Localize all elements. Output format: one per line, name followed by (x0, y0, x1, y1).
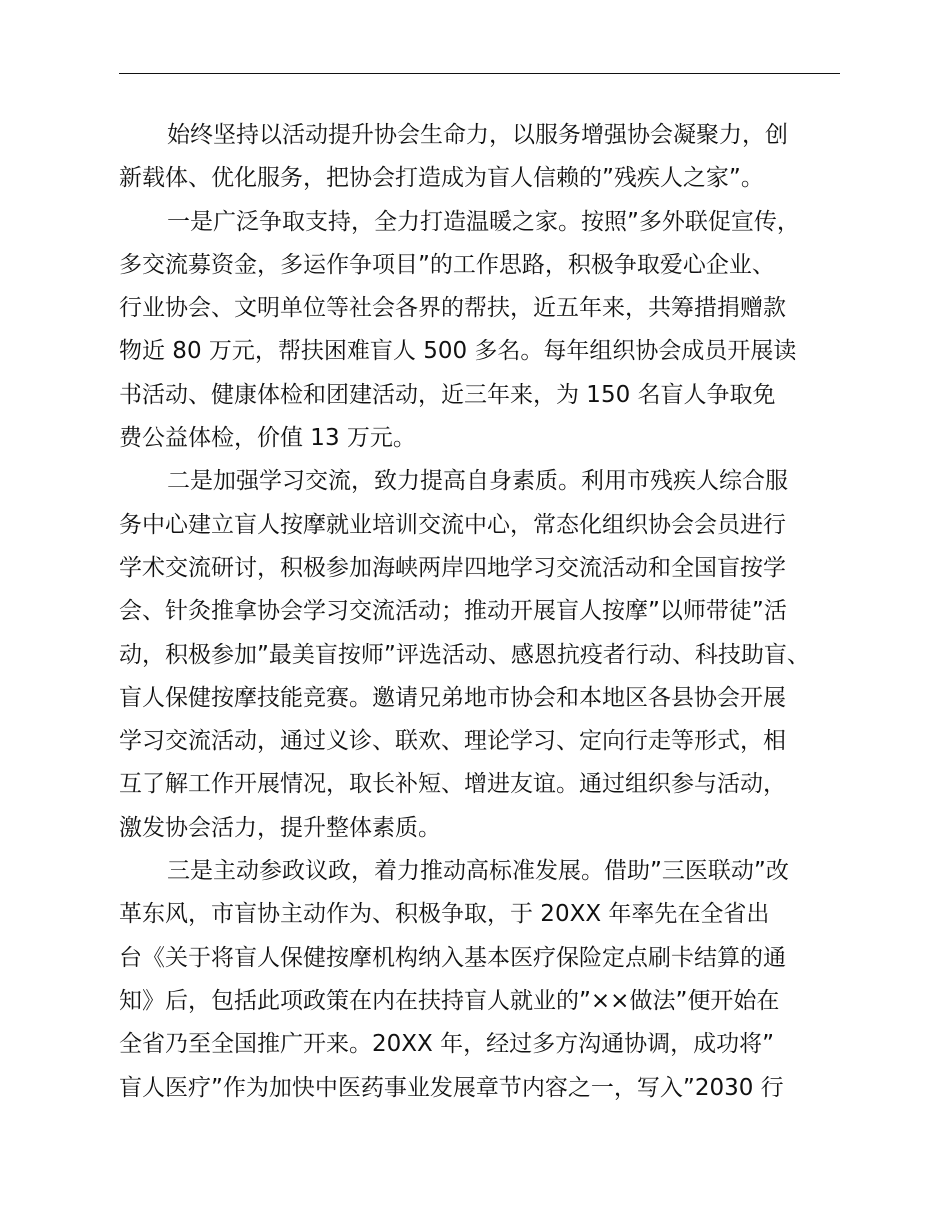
text-line: 书活动、健康体检和团建活动，近三年来，为 150 名盲人争取免 (119, 381, 776, 408)
text-line: 知》后，包括此项政策在内在扶持盲人就业的”××做法”便开始在 (119, 987, 780, 1014)
text-line: 激发协会活力，提升整体素质。 (119, 814, 441, 841)
text-line: 三是主动参政议政，着力推动高标准发展。借助”三医联动”改 (167, 858, 789, 885)
text-line: 费公益体检，价值 13 万元。 (119, 425, 416, 452)
text-line: 一是广泛争取支持，全力打造温暖之家。按照”多外联促宣传， (167, 208, 800, 235)
text-line: 学习交流活动，通过义诊、联欢、理论学习、定向行走等形式，相 (119, 728, 786, 755)
text-line: 新载体、优化服务，把协会打造成为盲人信赖的”残疾人之家”。 (119, 165, 764, 192)
text-line: 全省乃至全国推广开来。20XX 年，经过多方沟通协调，成功将” (119, 1031, 775, 1058)
text-line: 动，积极参加”最美盲按师”评选活动、感恩抗疫者行动、科技助盲、 (119, 641, 810, 668)
text-line: 会、针灸推拿协会学习交流活动；推动开展盲人按摩”以师带徒”活 (119, 598, 787, 625)
text-line: 物近 80 万元，帮扶困难盲人 500 多名。每年组织协会成员开展读 (119, 338, 797, 365)
text-line: 行业协会、文明单位等社会各界的帮扶，近五年来，共筹措捐赠款 (119, 295, 786, 322)
text-line: 台《关于将盲人保健按摩机构纳入基本医疗保险定点刷卡结算的通 (119, 944, 786, 971)
text-line: 务中心建立盲人按摩就业培训交流中心，常态化组织协会会员进行 (119, 511, 786, 538)
text-line: 盲人医疗”作为加快中医药事业发展章节内容之一，写入”2030 行 (119, 1074, 784, 1101)
text-line: 革东风，市盲协主动作为、积极争取，于 20XX 年率先在全省出 (119, 901, 770, 928)
text-line: 盲人保健按摩技能竞赛。邀请兄弟地市协会和本地区各县协会开展 (119, 684, 786, 711)
header-rule (119, 73, 840, 74)
text-line: 始终坚持以活动提升协会生命力，以服务增强协会凝聚力，创 (167, 122, 788, 148)
text-line: 二是加强学习交流，致力提高自身素质。利用市残疾人综合服 (167, 468, 788, 495)
text-line: 学术交流研讨，积极参加海峡两岸四地学习交流活动和全国盲按学 (119, 554, 786, 581)
body-text (119, 114, 864, 1110)
text-line: 多交流募资金，多运作争项目”的工作思路，积极争取爱心企业、 (119, 251, 775, 278)
text-line: 互了解工作开展情况，取长补短、增进友谊。通过组织参与活动， (119, 771, 786, 798)
